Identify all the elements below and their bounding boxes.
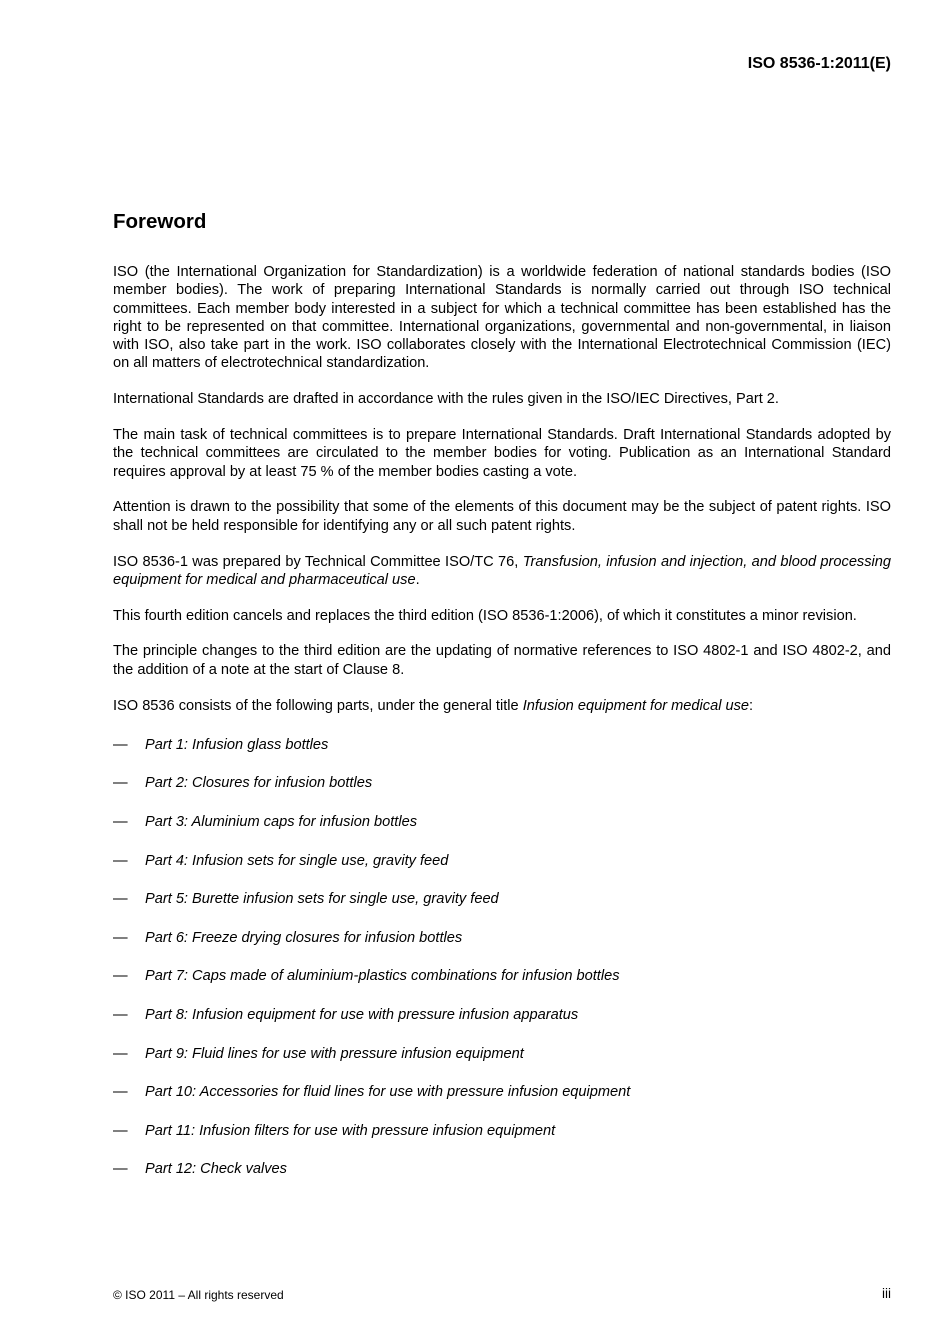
committee-title: Transfusion, infusion and injection, and blood processing equipment for medical and pharmaceutical use bbox=[113, 553, 892, 588]
paragraph-edition: This fourth edition cancels and replaces the third edition (ISO 8536-1:2006), of which it constitutes a minor revision. bbox=[113, 607, 857, 624]
part-title: Part 9: Fluid lines for use with pressure infusion equipment bbox=[145, 1045, 524, 1062]
dash-bullet: — bbox=[113, 1045, 128, 1062]
parts-intro-end: : bbox=[749, 697, 754, 714]
part-title: Part 2: Closures for infusion bottles bbox=[145, 775, 373, 792]
list-item bbox=[113, 929, 891, 968]
prepared-by-end: . bbox=[415, 571, 420, 588]
list-item bbox=[113, 736, 891, 775]
part-title: Part 7: Caps made of aluminium-plastics combinations for infusion bottles bbox=[145, 968, 620, 985]
general-title: Infusion equipment for medical use bbox=[522, 697, 750, 714]
dash-bullet: — bbox=[113, 968, 128, 985]
paragraph-iso-intro: ISO (the International Organization for Standardization) is a worldwide federation of national standards bodies (ISO member bodies). The work of preparing International Standards is normally carried out through ISO technical committees. Each member body interested in a subject for which a technical committee has been established has the right to be represented on that committee. International organizations, governmental and non-governmental, in liaison with ISO, also take part in the work. ISO collaborates closely with the International Electrotechnical Commission (IEC) on all matters of electrotechnical standardization. bbox=[113, 264, 891, 372]
list-item bbox=[113, 890, 891, 929]
page-number: iii bbox=[882, 1286, 891, 1301]
list-item bbox=[113, 1160, 891, 1199]
dash-bullet: — bbox=[113, 929, 128, 946]
list-item bbox=[113, 1122, 891, 1161]
part-title: Part 3: Aluminium caps for infusion bottles bbox=[145, 814, 418, 831]
dash-bullet: — bbox=[113, 891, 128, 908]
paragraph-prepared-by bbox=[113, 553, 891, 590]
list-item bbox=[113, 813, 891, 852]
paragraph-drafting-rules: International Standards are drafted in accordance with the rules given in the ISO/IEC Directives, Part 2. bbox=[113, 391, 779, 408]
part-title: Part 11: Infusion filters for use with pressure infusion equipment bbox=[145, 1122, 556, 1139]
prepared-by-text: ISO 8536-1 was prepared by Technical Committee ISO/TC 76, bbox=[113, 553, 523, 570]
list-item bbox=[113, 852, 891, 891]
list-item bbox=[113, 967, 891, 1006]
list-item bbox=[113, 1006, 891, 1045]
paragraph-committee-task: The main task of technical committees is to prepare International Standards. Draft International Standards adopted by the technical committees are circulated to the member bodies for voting. Publication as an International Standard requires approval by at least 75 % of the member bodies casting a vote. bbox=[113, 427, 891, 480]
dash-bullet: — bbox=[113, 1161, 128, 1178]
paragraph-parts-intro bbox=[113, 697, 891, 715]
copyright-notice: © ISO 2011 – All rights reserved bbox=[113, 1288, 284, 1302]
dash-bullet: — bbox=[113, 736, 128, 753]
dash-bullet: — bbox=[113, 1084, 128, 1101]
paragraph-changes: The principle changes to the third edition are the updating of normative references to ISO 4802-1 and ISO 4802-2, and the addition of a note at the start of Clause 8. bbox=[113, 643, 891, 678]
dash-bullet: — bbox=[113, 814, 128, 831]
dash-bullet: — bbox=[113, 1122, 128, 1139]
list-item bbox=[113, 1083, 891, 1122]
part-title: Part 4: Infusion sets for single use, gravity feed bbox=[145, 852, 449, 869]
part-title: Part 5: Burette infusion sets for single use, gravity feed bbox=[145, 891, 499, 908]
parts-intro-text: ISO 8536 consists of the following parts, under the general title bbox=[113, 697, 523, 714]
part-title: Part 10: Accessories for fluid lines for use with pressure infusion equipment bbox=[145, 1084, 631, 1101]
parts-list bbox=[113, 736, 891, 1199]
foreword-section bbox=[113, 208, 891, 1199]
dash-bullet: — bbox=[113, 852, 128, 869]
dash-bullet: — bbox=[113, 775, 128, 792]
page-title: Foreword bbox=[113, 210, 207, 233]
part-title: Part 6: Freeze drying closures for infusion bottles bbox=[145, 929, 463, 946]
dash-bullet: — bbox=[113, 1007, 128, 1023]
list-item bbox=[113, 774, 891, 813]
document-id: ISO 8536-1:2011(E) bbox=[747, 55, 891, 72]
list-item bbox=[113, 1045, 891, 1084]
part-title: Part 12: Check valves bbox=[145, 1161, 287, 1178]
part-title: Part 1: Infusion glass bottles bbox=[145, 736, 329, 753]
paragraph-patent-notice: Attention is drawn to the possibility that some of the elements of this document may be the subject of patent rights. ISO shall not be held responsible for identifying any or all such patent rights. bbox=[113, 499, 891, 534]
part-title: Part 8: Infusion equipment for use with pressure infusion apparatus bbox=[145, 1007, 579, 1023]
